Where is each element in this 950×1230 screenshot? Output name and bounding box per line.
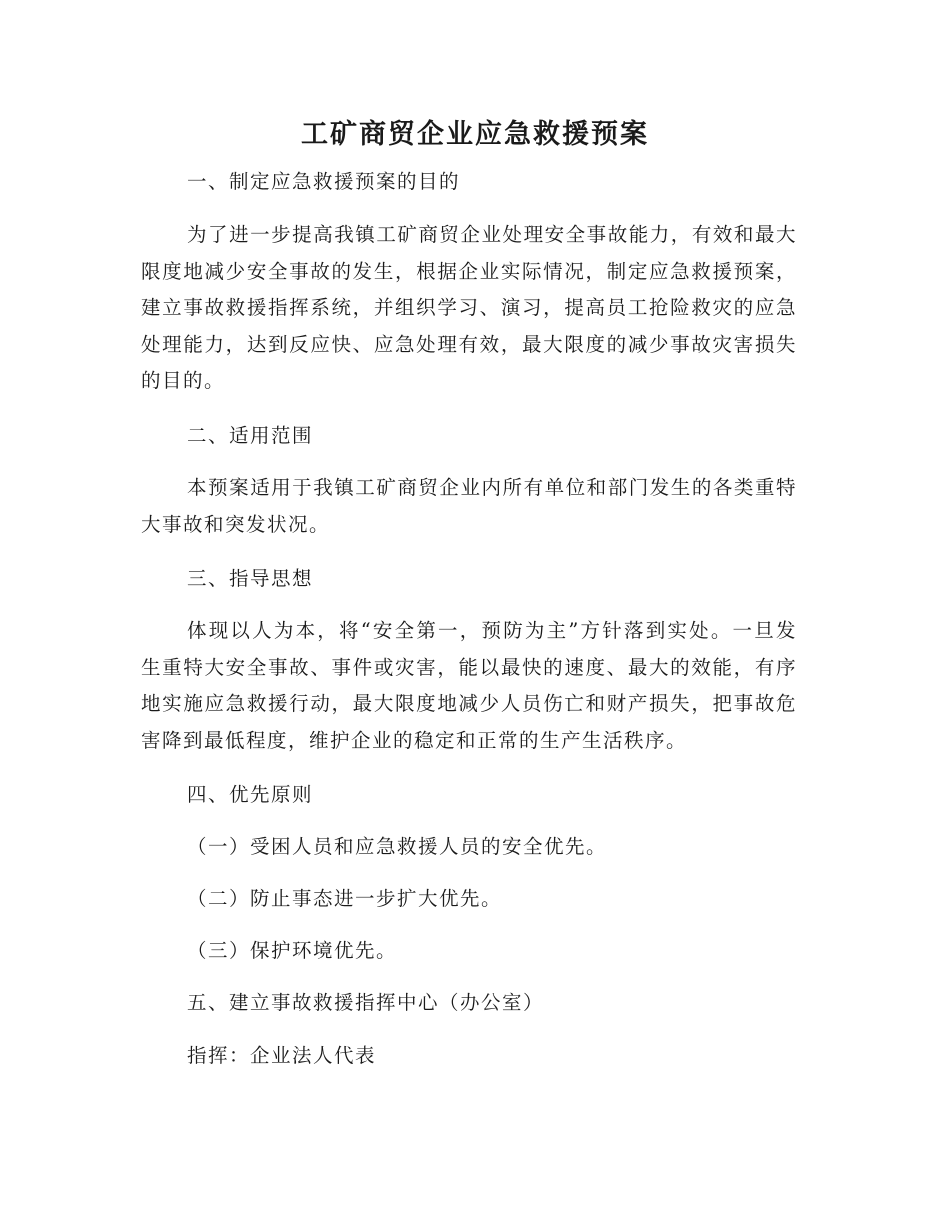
document-title: 工矿商贸企业应急救援预案 (301, 119, 649, 150)
section-heading-scope: 二、适用范围 (187, 424, 314, 447)
section-heading-priority-principles: 四、优先原则 (187, 783, 314, 806)
section-heading-guiding-ideology: 三、指导思想 (187, 567, 314, 590)
paragraph-guiding-ideology: 体现以人为本，将“安全第一，预防为主”方针落到实处。一旦发生重特大安全事故、事件或灾害，能以最快的速度、最大的效能，有序地实施应急救援行动，最大限度地减少人员伤亡和财产损失，把事故危害降到最低程度，维护企业的稳定和正常的生产生活秩序。 (141, 619, 797, 752)
section-heading-purpose: 一、制定应急救援预案的目的 (187, 170, 461, 193)
list-item-priority-1: （一）受困人员和应急救援人员的安全优先。 (187, 835, 608, 858)
line-commander: 指挥：企业法人代表 (187, 1044, 377, 1067)
section-heading-command-center: 五、建立事故救援指挥中心（办公室） (187, 991, 545, 1014)
paragraph-scope: 本预案适用于我镇工矿商贸企业内所有单位和部门发生的各类重特大事故和突发状况。 (141, 476, 797, 536)
list-item-priority-2: （二）防止事态进一步扩大优先。 (187, 887, 503, 910)
list-item-priority-3: （三）保护环境优先。 (187, 939, 398, 962)
paragraph-purpose: 为了进一步提高我镇工矿商贸企业处理安全事故能力，有效和最大限度地减少安全事故的发生，根据企业实际情况，制定应急救援预案，建立事故救援指挥系统，并组织学习、演习，提高员工抢险救灾的应急处理能力，达到反应快、应急处理有效，最大限度的减少事故灾害损失的目的。 (141, 223, 797, 392)
